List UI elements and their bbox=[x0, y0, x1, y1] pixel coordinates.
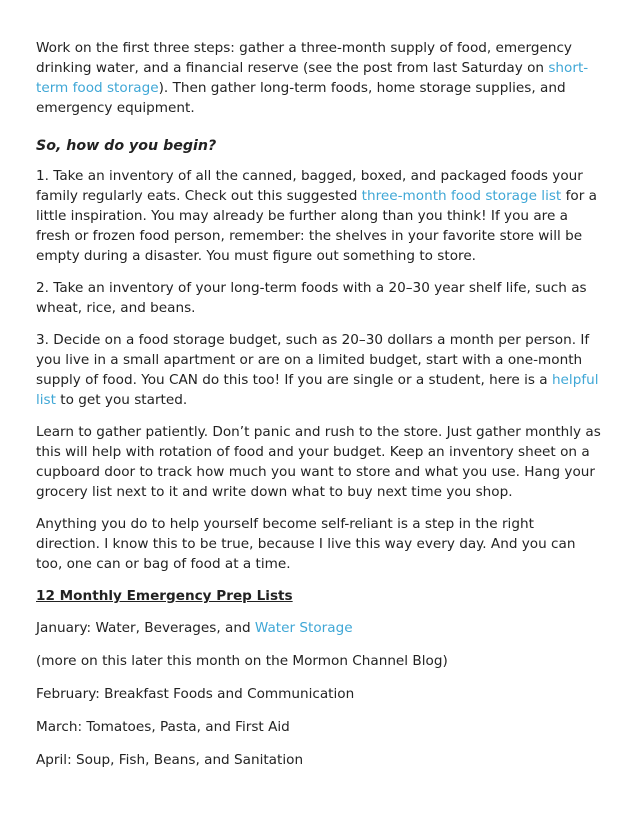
monthly-prep-lists-heading: 12 Monthly Emergency Prep Lists bbox=[36, 588, 293, 604]
gather-patiently-paragraph: Learn to gather patiently. Don’t panic and rush to the store. Just gather monthly as this will help with rotation of food and your budget. Keep an inventory sheet on a cupboard door to track how much you want to store and what you use. Hang your grocery list next to it and write down what to buy next time you shop. bbox=[36, 424, 601, 500]
step-2-paragraph: 2. Take an inventory of your long-term foods with a 20–30 year shelf life, such as wheat, rice, and beans. bbox=[36, 280, 587, 316]
intro-text-2: ). Then gather long-term foods, home storage supplies, and emergency equipment. bbox=[36, 80, 566, 116]
step-3-paragraph bbox=[36, 330, 602, 410]
water-storage-link[interactable]: Water Storage bbox=[254, 620, 353, 636]
self-reliant-paragraph: Anything you do to help yourself become self-reliant is a step in the right direction. I know this to be true, because I live this way every day. And you can too, one can or bag of food at a time. bbox=[36, 516, 576, 572]
month-february: February: Breakfast Foods and Communication bbox=[36, 686, 355, 702]
three-month-food-storage-list-link[interactable]: three-month food storage list bbox=[361, 188, 562, 204]
article-body bbox=[36, 38, 602, 783]
step-1-paragraph bbox=[36, 166, 602, 266]
step-1-text-1: 1. Take an inventory of all the canned, bagged, boxed, and packaged foods your family regularly eats. Check out this suggested bbox=[36, 168, 583, 204]
month-april: April: Soup, Fish, Beans, and Sanitation bbox=[36, 752, 304, 768]
january-text: January: Water, Beverages, and bbox=[36, 620, 255, 636]
step-3-text-1: 3. Decide on a food storage budget, such as 20–30 dollars a month per person. If you live in a small apartment or are on a limited budget, start with a one-month supply of food. You CAN do this too! If you are single or a student, here is a bbox=[36, 332, 590, 388]
month-march: March: Tomatoes, Pasta, and First Aid bbox=[36, 719, 290, 735]
subheading-how-to-begin: So, how do you begin? bbox=[36, 138, 217, 154]
month-january bbox=[36, 618, 602, 638]
helpful-list-link[interactable]: helpful list bbox=[36, 372, 599, 408]
intro-text-1: Work on the first three steps: gather a three-month supply of food, emergency drinking water, and a financial reserve (see the post from last Saturday on bbox=[36, 40, 572, 76]
january-note: (more on this later this month on the Mormon Channel Blog) bbox=[36, 653, 448, 669]
intro-paragraph bbox=[36, 38, 602, 118]
short-term-food-storage-link[interactable]: short-term food storage bbox=[36, 60, 589, 96]
step-3-text-2: to get you started. bbox=[55, 392, 188, 408]
step-1-text-2: for a little inspiration. You may already be further along than you think! If you are a fresh or frozen food person, remember: the shelves in your favorite store will be empty during a disaster. You must figure out something to store. bbox=[36, 188, 597, 264]
